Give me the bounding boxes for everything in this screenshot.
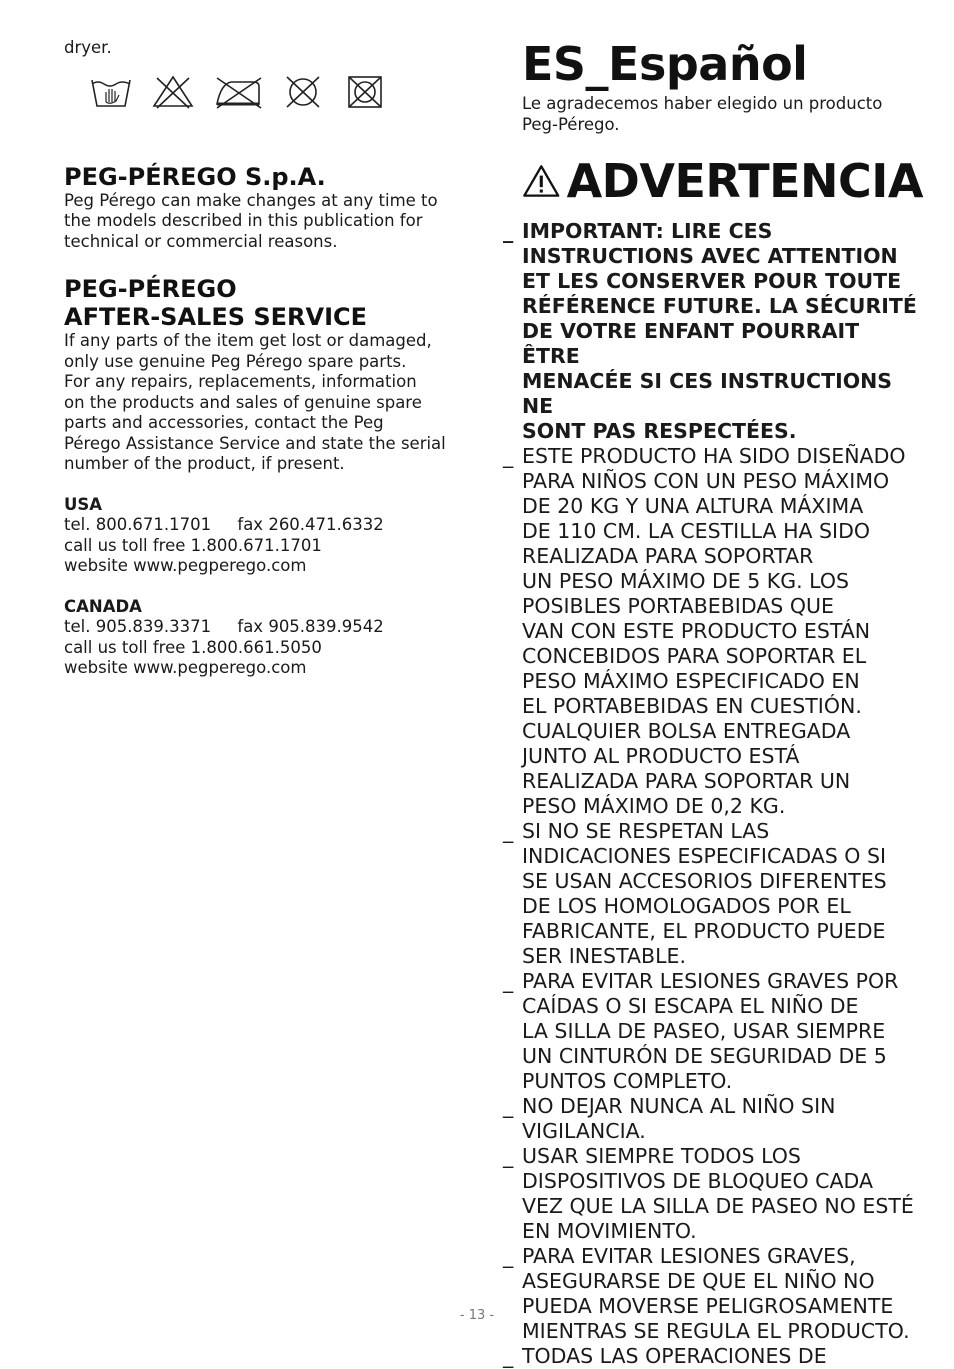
contact-country: USA — [64, 494, 103, 514]
warning-line: SE USAN ACCESORIOS DIFERENTES — [522, 869, 887, 893]
warning-line: DE 110 CM. LA CESTILLA HA SIDO — [522, 519, 870, 543]
warning-line: UN PESO MÁXIMO DE 5 KG. LOS — [522, 569, 849, 593]
warning-item — [503, 444, 923, 819]
warning-line: VAN CON ESTE PRODUCTO ESTÁN — [522, 619, 871, 643]
warning-line: CUALQUIER BOLSA ENTREGADA — [522, 719, 851, 743]
bullet-marker: _ — [503, 444, 514, 468]
text-line: number of the product, if present. — [64, 454, 345, 473]
company-title: PEG-PÉREGO S.p.A. — [64, 162, 326, 191]
continuation-text: dryer. — [64, 38, 112, 57]
warning-line: ASEGURARSE DE QUE EL NIÑO NO — [522, 1269, 875, 1293]
warning-line: IMPORTANT: LIRE CES — [522, 219, 773, 243]
warning-list — [503, 219, 923, 1369]
warning-line: PESO MÁXIMO ESPECIFICADO EN — [522, 669, 860, 693]
warning-line: POSIBLES PORTABEBIDAS QUE — [522, 594, 834, 618]
warning-line: LA SILLA DE PASEO, USAR SIEMPRE — [522, 1019, 886, 1043]
hand-wash-icon — [89, 74, 133, 110]
text-line: Peg Pérego can make changes at any time to — [64, 190, 438, 210]
language-title: ES_Español — [522, 37, 808, 91]
warning-line: INSTRUCTIONS AVEC ATTENTION — [522, 244, 898, 268]
warning-line: EL PORTABEBIDAS EN CUESTIÓN. — [522, 694, 862, 718]
warning-line: ET LES CONSERVER POUR TOUTE — [522, 269, 902, 293]
warning-title: ADVERTENCIA — [566, 154, 923, 208]
bullet-marker: _ — [503, 969, 514, 993]
warning-line: SER INESTABLE. — [522, 944, 686, 968]
text-line: If any parts of the item get lost or damaged, — [64, 331, 432, 350]
warning-line: DE LOS HOMOLOGADOS POR EL — [522, 894, 851, 918]
text-line: Peg-Pérego. — [522, 114, 620, 134]
contact-website: website www.pegperego.com — [64, 658, 307, 677]
text-line: Le agradecemos haber elegido un producto — [522, 94, 883, 113]
warning-line: VIGILANCIA. — [522, 1119, 646, 1143]
warning-line: PARA EVITAR LESIONES GRAVES, — [522, 1244, 856, 1268]
left-column — [64, 38, 464, 679]
text-line: technical or commercial reasons. — [64, 231, 338, 251]
care-symbols-row — [89, 71, 464, 113]
warning-line: SONT PAS RESPECTÉES. — [522, 419, 797, 443]
warning-line: DE 20 KG Y UNA ALTURA MÁXIMA — [522, 494, 864, 518]
warning-item — [503, 1094, 923, 1144]
warning-line: REALIZADA PARA SOPORTAR — [522, 544, 814, 568]
warning-heading — [522, 151, 923, 211]
contact-country: CANADA — [64, 596, 142, 616]
no-bleach-icon — [151, 74, 195, 110]
no-iron-icon — [213, 74, 263, 110]
page-number: - 13 - — [459, 1308, 495, 1323]
warning-line: MIENTRAS SE REGULA EL PRODUCTO. — [522, 1319, 910, 1343]
warning-line: PESO MÁXIMO DE 0,2 KG. — [522, 794, 786, 818]
bullet-marker: _ — [503, 219, 514, 243]
warning-line: ESTE PRODUCTO HA SIDO DISEÑADO — [522, 444, 906, 468]
warning-line: PARA NIÑOS CON UN PESO MÁXIMO — [522, 469, 890, 493]
warning-item — [503, 1144, 923, 1244]
text-line: Pérego Assistance Service and state the serial — [64, 433, 446, 453]
warning-item — [503, 969, 923, 1094]
contact-usa — [64, 495, 464, 577]
text-line: For any repairs, replacements, information — [64, 372, 417, 391]
contact-canada — [64, 597, 464, 679]
warning-line: DISPOSITIVOS DE BLOQUEO CADA — [522, 1169, 873, 1193]
warning-item — [503, 819, 923, 969]
text-line: parts and accessories, contact the Peg — [64, 413, 384, 432]
warning-line: SI NO SE RESPETAN LAS — [522, 819, 770, 843]
text-line: on the products and sales of genuine spare — [64, 392, 422, 412]
warning-line: VEZ QUE LA SILLA DE PASEO NO ESTÉ — [522, 1194, 914, 1218]
contact-phone: tel. 905.839.3371 fax 905.839.9542 — [64, 617, 384, 636]
bullet-marker: _ — [503, 1144, 514, 1168]
warning-triangle-icon — [522, 159, 561, 203]
warning-line: JUNTO AL PRODUCTO ESTÁ — [522, 744, 800, 768]
after-sales-description — [64, 331, 464, 475]
warning-line: MENACÉE SI CES INSTRUCTIONS NE — [522, 369, 893, 418]
warning-line: TODAS LAS OPERACIONES DE — [522, 1344, 827, 1368]
title-line: AFTER-SALES SERVICE — [64, 303, 368, 331]
no-dry-clean-icon — [281, 74, 325, 110]
warning-line: DE VOTRE ENFANT POURRAIT ÊTRE — [522, 319, 860, 368]
contact-phone: tel. 800.671.1701 fax 260.471.6332 — [64, 515, 384, 534]
company-description — [64, 191, 464, 253]
warning-line: PARA EVITAR LESIONES GRAVES POR — [522, 969, 899, 993]
intro-text — [522, 94, 923, 135]
bullet-marker: _ — [503, 1094, 514, 1118]
after-sales-title — [64, 275, 464, 331]
warning-item — [503, 1344, 923, 1369]
title-line: PEG-PÉREGO — [64, 275, 237, 303]
no-tumble-dry-icon — [343, 74, 387, 110]
warning-line: CAÍDAS O SI ESCAPA EL NIÑO DE — [522, 994, 859, 1018]
warning-line: NO DEJAR NUNCA AL NIÑO SIN — [522, 1094, 836, 1118]
warning-item — [503, 219, 923, 444]
contact-tollfree: call us toll free 1.800.671.1701 — [64, 535, 322, 555]
warning-line: INDICACIONES ESPECIFICADAS O SI — [522, 844, 887, 868]
contact-website: website www.pegperego.com — [64, 556, 307, 575]
warning-line: USAR SIEMPRE TODOS LOS — [522, 1144, 801, 1168]
warning-line: PUNTOS COMPLETO. — [522, 1069, 733, 1093]
warning-line: PUEDA MOVERSE PELIGROSAMENTE — [522, 1294, 894, 1318]
bullet-marker: _ — [503, 1344, 514, 1368]
right-column — [503, 38, 923, 1369]
warning-line: EN MOVIMIENTO. — [522, 1219, 697, 1243]
contact-tollfree: call us toll free 1.800.661.5050 — [64, 637, 322, 657]
warning-line: REALIZADA PARA SOPORTAR UN — [522, 769, 851, 793]
warning-item — [503, 1244, 923, 1344]
warning-line: FABRICANTE, EL PRODUCTO PUEDE — [522, 919, 886, 943]
warning-line: CONCEBIDOS PARA SOPORTAR EL — [522, 644, 867, 668]
bullet-marker: _ — [503, 1244, 514, 1268]
warning-line: RÉFÉRENCE FUTURE. LA SÉCURITÉ — [522, 294, 917, 318]
text-line: the models described in this publication for — [64, 211, 423, 230]
warning-line: UN CINTURÓN DE SEGURIDAD DE 5 — [522, 1044, 887, 1068]
text-line: only use genuine Peg Pérego spare parts. — [64, 351, 407, 371]
bullet-marker: _ — [503, 819, 514, 843]
